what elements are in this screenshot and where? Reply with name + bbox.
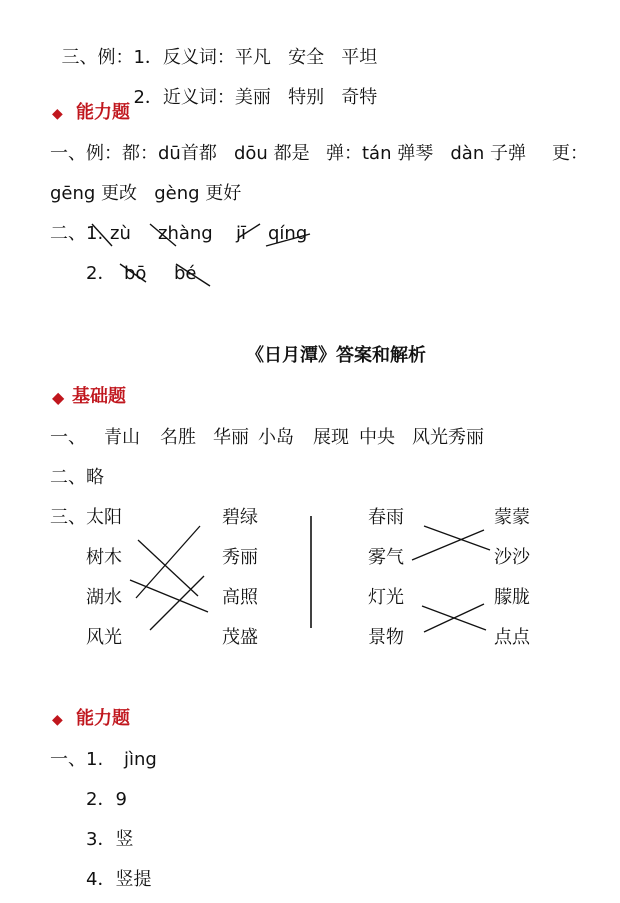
match-left-item-2: 春雨	[368, 507, 404, 528]
pinyin-word: zù	[110, 223, 131, 244]
q3-prefix: 三、	[50, 507, 86, 528]
pinyin-word: jī	[236, 223, 247, 244]
pinyin-prefix: 二、1.	[50, 223, 104, 244]
polyphone-part: 更：	[552, 143, 588, 164]
match-right-item-2: 点点	[494, 627, 530, 648]
q1-word: 青山	[104, 427, 140, 448]
match-right-item: 碧绿	[222, 507, 258, 528]
answer-4: 4．竖提	[86, 869, 152, 890]
ability-heading: 能力题	[76, 102, 130, 123]
match-left-item-2: 灯光	[368, 587, 404, 608]
pinyin-word: bé	[174, 263, 197, 284]
match-right-item-2: 沙沙	[494, 547, 530, 568]
ability-heading-2: 能力题	[76, 708, 130, 729]
polyphone-part: 弹：tán 弹琴 dàn 子弹	[326, 143, 526, 164]
strike-mark	[92, 224, 112, 246]
strike-mark	[176, 264, 210, 286]
q1-word: 风光秀丽	[412, 427, 484, 448]
match-line	[130, 580, 208, 612]
diamond-bullet-icon: ◆	[52, 712, 63, 728]
answer-prefix: 一、1.	[50, 749, 104, 770]
antonym-word: 平坦	[341, 47, 378, 68]
match-left-item-2: 景物	[368, 627, 404, 648]
match-line	[424, 526, 490, 550]
match-right-item-2: 朦胧	[494, 587, 530, 608]
antonym-word: 安全	[288, 47, 325, 68]
match-left-item: 太阳	[86, 507, 122, 528]
match-right-item: 茂盛	[222, 627, 258, 648]
pinyin-word: bō	[124, 263, 147, 284]
pinyin-word: zhàng	[158, 223, 213, 244]
antonym-prefix: 三、例：1．反义词：	[61, 47, 235, 68]
match-left-item: 风光	[86, 627, 122, 648]
pinyin-word: qíng	[268, 223, 308, 244]
polyphone-part: gēng 更改 gèng 更好	[50, 183, 242, 204]
answer-3: 3．竖	[86, 829, 134, 850]
match-left-item: 湖水	[86, 587, 122, 608]
q1-word: 名胜	[160, 427, 196, 448]
match-right-item: 高照	[222, 587, 258, 608]
basic-heading: 基础题	[72, 386, 126, 407]
polyphone-part: 一、例：都：dū首都 dōu 都是	[50, 143, 310, 164]
pinyin-prefix: 2．	[86, 263, 116, 284]
synonym-word: 美丽	[234, 87, 271, 108]
q1-prefix: 一、	[50, 427, 86, 448]
q1-word: 展现	[313, 427, 349, 448]
q1-word: 中央	[359, 427, 395, 448]
match-line	[136, 526, 200, 598]
match-right-item-2: 蒙蒙	[494, 507, 530, 528]
strike-mark	[266, 234, 310, 246]
diamond-bullet-icon: ◆	[52, 106, 63, 122]
q1-word: 小岛	[258, 427, 294, 448]
diamond-bullet-icon: ◆	[52, 388, 65, 407]
q2-line: 二、略	[50, 467, 104, 488]
synonym-word: 特别	[288, 87, 325, 108]
q1-word: 华丽	[213, 427, 249, 448]
synonym-prefix: 2．近义词：	[133, 87, 235, 108]
strike-mark	[120, 264, 146, 282]
match-line	[424, 604, 484, 632]
answer-2: 2．9	[86, 789, 127, 810]
match-right-item: 秀丽	[222, 547, 258, 568]
antonym-word: 平凡	[234, 47, 271, 68]
match-line	[150, 576, 204, 630]
synonym-word: 奇特	[341, 87, 378, 108]
strike-mark	[150, 224, 176, 246]
match-left-item: 树木	[86, 547, 122, 568]
match-left-item-2: 雾气	[368, 547, 404, 568]
section-title: 《日月潭》答案和解析	[246, 345, 426, 366]
strike-mark	[238, 224, 260, 238]
answer-value: jìng	[124, 749, 157, 770]
